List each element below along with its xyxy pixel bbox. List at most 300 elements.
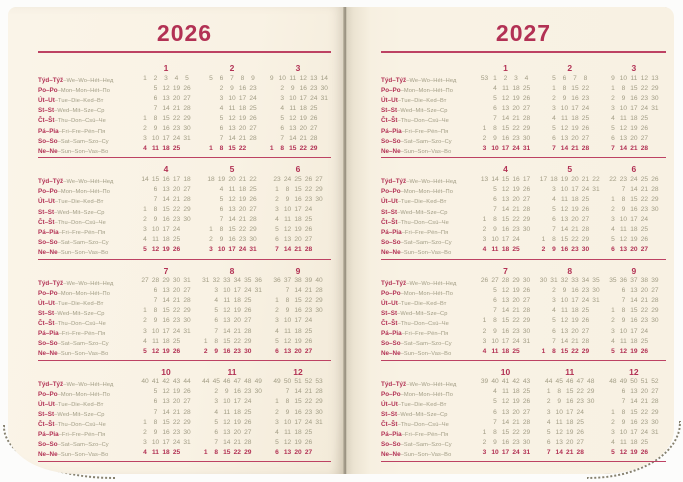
day-number: 19 (512, 398, 520, 406)
day-number (272, 287, 283, 294)
week-number: 28 (501, 277, 510, 285)
month-cell (538, 63, 602, 73)
month-cell (133, 367, 199, 377)
calendar-row-ne (38, 144, 331, 154)
day-number: 30 (244, 347, 252, 355)
row-label-langs: –Fri–Fre–Pén–Пя (58, 432, 106, 439)
day-number: 17 (571, 297, 579, 305)
day-number: 12 (619, 448, 628, 456)
month-cell (199, 135, 265, 142)
row-label-langs: –Mon–Mon–Hét–По (400, 391, 453, 398)
day-number: 17 (501, 448, 510, 456)
day-number: 1 (482, 317, 487, 325)
week-number: 49 (273, 378, 281, 386)
day-number: 28 (310, 135, 318, 143)
day-number: 26 (640, 347, 649, 355)
month-cell (199, 398, 265, 405)
day-number (591, 226, 602, 233)
day-number: 22 (576, 388, 584, 396)
day-number: 12 (228, 195, 236, 203)
day-number (319, 145, 330, 152)
week-number: 42 (162, 378, 170, 386)
month-cell (538, 186, 602, 193)
day-number: 13 (501, 195, 510, 203)
day-number: 5 (214, 307, 219, 315)
day-number: 10 (223, 398, 231, 406)
day-number (201, 409, 212, 416)
day-number: 24 (581, 185, 590, 193)
month-cell (473, 367, 537, 377)
day-number (182, 246, 193, 253)
day-number: 20 (630, 246, 638, 254)
day-number: 29 (315, 398, 323, 406)
day-number: 11 (152, 448, 159, 456)
day-number: 20 (566, 438, 574, 446)
month-number: 5 (567, 164, 573, 175)
month-cell (473, 196, 537, 203)
row-label-bold: Týd–Týž (381, 279, 407, 287)
day-number: 24 (244, 398, 252, 406)
month-cell (133, 429, 199, 436)
row-label-langs: –Thu–Don–Csü–Че (54, 219, 106, 226)
month-cell (199, 246, 265, 253)
day-number: 30 (651, 94, 659, 102)
day-number: 19 (238, 114, 247, 122)
row-label-bold: Týd–Týž (38, 77, 64, 85)
day-number (253, 429, 264, 436)
month-cell (133, 176, 199, 183)
day-number: 13 (162, 287, 170, 295)
day-number: 23 (233, 347, 241, 355)
day-number: 22 (233, 337, 241, 345)
day-number (140, 297, 151, 304)
month-cell (265, 398, 331, 405)
day-number: 15 (630, 408, 638, 416)
day-number: 2 (482, 226, 487, 234)
day-number: 25 (249, 104, 257, 112)
day-number (608, 388, 619, 395)
day-number: 23 (512, 438, 520, 446)
day-number: 10 (217, 246, 226, 254)
day-number: 8 (621, 84, 626, 92)
month-cell (265, 266, 331, 276)
day-number: 26 (640, 125, 649, 133)
month-cell (199, 277, 265, 284)
day-number: 8 (153, 114, 158, 122)
day-number: 25 (512, 246, 520, 254)
day-number: 29 (315, 185, 323, 193)
row-label-langs: –Sat–Sam–Szo–Су (400, 138, 452, 145)
day-number (479, 196, 490, 203)
day-number (182, 348, 193, 355)
row-label-bold: So–So (381, 137, 401, 145)
day-number: 14 (223, 327, 231, 335)
day-number: 5 (611, 236, 615, 244)
day-number: 17 (294, 206, 302, 214)
day-number (253, 449, 264, 456)
quarter-block (381, 158, 666, 259)
day-number: 24 (310, 94, 318, 102)
day-number: 18 (162, 337, 170, 345)
month-cell (265, 115, 331, 122)
row-label-langs: –We–Wo–Hét–Нед (63, 280, 114, 287)
row-label-bold: Čt–Št (38, 319, 55, 327)
week-number: 52 (651, 378, 659, 386)
day-number: 2 (546, 398, 551, 406)
day-number: 22 (640, 307, 649, 315)
month-cell (133, 115, 199, 122)
day-number: 4 (143, 337, 147, 345)
day-number: 3 (611, 216, 615, 224)
day-number: 24 (304, 418, 313, 426)
day-number: 14 (555, 448, 563, 456)
day-number: 6 (214, 317, 219, 325)
month-cell (133, 186, 199, 193)
day-number: 8 (280, 145, 285, 153)
day-number: 27 (304, 236, 313, 244)
week-number: 14 (141, 175, 149, 183)
row-label-langs: –Wed–Mit–Sze–Ср (54, 310, 105, 317)
day-number: 5 (493, 398, 497, 406)
day-number (253, 439, 264, 446)
month-cell (133, 328, 199, 335)
row-label-bold: Út–Ut (381, 400, 398, 408)
row-label-langs: –Tue–Die–Ked–Вт (54, 300, 104, 307)
day-number: 13 (560, 216, 569, 224)
month-cell (538, 216, 602, 223)
row-label-bold: Čt–Št (38, 117, 55, 125)
day-number: 21 (571, 145, 579, 153)
day-number: 3 (143, 226, 147, 234)
day-number (272, 388, 283, 395)
day-number: 26 (576, 428, 584, 436)
row-label-langs: –Thu–Don–Csü–Че (54, 320, 106, 327)
day-number (314, 246, 325, 253)
day-number: 3 (143, 135, 147, 143)
day-number: 6 (153, 398, 158, 406)
day-number (591, 317, 602, 324)
day-number: 7 (214, 438, 219, 446)
month-cell (199, 378, 265, 385)
day-number: 14 (560, 226, 569, 234)
day-number: 7 (493, 206, 497, 214)
month-cell (265, 63, 331, 73)
week-number: 29 (512, 277, 520, 285)
row-label-bold: Po–Po (38, 87, 58, 95)
month-cell (133, 439, 199, 446)
month-cell (538, 266, 602, 276)
day-number: 30 (183, 428, 191, 436)
row-label-bold: Týd–Týž (38, 178, 64, 186)
day-number: 18 (630, 337, 638, 345)
row-label-bold: Týd–Týž (38, 380, 64, 388)
day-number (253, 317, 264, 324)
day-number: 16 (294, 408, 302, 416)
day-number: 24 (640, 428, 649, 436)
week-number: 35 (609, 277, 617, 285)
day-number: 27 (522, 297, 531, 305)
month-cell (199, 429, 265, 436)
day-number: 17 (571, 104, 579, 112)
day-number: 19 (294, 337, 302, 345)
month-cell (602, 317, 666, 324)
month-cell (133, 206, 199, 213)
day-number: 8 (153, 418, 158, 426)
day-number: 19 (162, 347, 170, 355)
day-number: 10 (491, 145, 499, 153)
day-number: 22 (640, 84, 649, 92)
day-number: 16 (630, 418, 638, 426)
day-number (591, 328, 602, 335)
month-cell (538, 75, 602, 82)
day-number: 11 (619, 226, 627, 234)
month-cell (265, 105, 331, 112)
row-label (381, 342, 473, 360)
month-cell (473, 409, 537, 416)
day-number (650, 135, 661, 142)
day-number: 23 (172, 125, 181, 133)
month-cell (473, 378, 537, 385)
row-label-langs: –We–Wo–Hét–Нед (63, 78, 114, 85)
week-number: 37 (630, 277, 638, 285)
day-number: 1 (203, 337, 208, 345)
row-label-langs: –Sat–Sam–Szo–Су (57, 239, 109, 246)
day-number: 24 (172, 226, 181, 234)
row-label-langs: –Wed–Mit–Sze–Ср (397, 108, 448, 115)
week-number: 49 (619, 378, 628, 386)
month-cell (602, 63, 666, 73)
day-number: 21 (294, 246, 302, 254)
day-number: 30 (522, 135, 531, 143)
day-number: 31 (522, 448, 531, 456)
day-number (538, 307, 549, 314)
day-number: 24 (512, 337, 520, 345)
day-number: 13 (619, 135, 628, 143)
row-label-bold: Týd–Týž (38, 279, 64, 287)
quarter-block (38, 361, 331, 462)
day-number: 17 (630, 428, 638, 436)
calendar-row-ne (381, 144, 666, 154)
day-number: 1 (611, 408, 615, 416)
day-number: 24 (512, 448, 520, 456)
day-number: 7 (493, 307, 497, 315)
calendar-grid-left (38, 57, 331, 462)
day-number: 13 (223, 428, 231, 436)
day-number: 21 (512, 114, 520, 122)
row-label-bold: St–St (381, 208, 398, 216)
calendar-grid-right (381, 57, 666, 462)
day-number: 9 (285, 195, 290, 203)
day-number: 16 (162, 216, 170, 224)
day-number: 8 (219, 226, 224, 234)
month-cell (602, 266, 666, 276)
day-number: 20 (571, 327, 579, 335)
day-number: 22 (238, 226, 247, 234)
row-label-langs: –Mon–Mon–Hét–По (57, 189, 110, 196)
day-number: 2 (482, 438, 487, 446)
day-number: 20 (512, 297, 520, 305)
month-cell (538, 145, 602, 152)
day-number: 28 (315, 287, 323, 295)
day-number: 10 (151, 226, 160, 234)
month-cell (265, 307, 331, 314)
day-number: 5 (214, 418, 219, 426)
week-number: 6 (219, 74, 224, 82)
day-number: 18 (630, 438, 638, 446)
month-cell (473, 338, 537, 345)
day-number: 29 (522, 216, 531, 224)
day-number: 1 (611, 195, 615, 203)
row-label-bold: So–So (38, 441, 58, 449)
month-cell (199, 145, 265, 152)
day-number: 4 (219, 185, 224, 193)
day-number: 18 (566, 418, 574, 426)
month-cell (473, 216, 537, 223)
day-number: 1 (209, 226, 213, 234)
day-number: 14 (630, 185, 638, 193)
day-number: 12 (560, 125, 569, 133)
row-label-langs: –Sat–Sam–Szo–Су (57, 341, 109, 348)
page-content-2027 (345, 7, 674, 474)
day-number: 31 (254, 287, 262, 295)
week-number: 18 (550, 175, 558, 183)
row-label-bold: So–So (381, 441, 401, 449)
week-number: 27 (315, 175, 323, 183)
month-cell (265, 95, 331, 102)
month-cell (602, 307, 666, 314)
month-cell (602, 348, 666, 355)
day-number: 8 (562, 84, 567, 92)
day-number: 24 (640, 327, 649, 335)
day-number: 18 (571, 114, 579, 122)
day-number: 8 (621, 307, 626, 315)
week-number: 30 (172, 277, 181, 285)
day-number: 27 (640, 246, 649, 254)
day-number: 28 (522, 206, 531, 214)
month-cell (473, 328, 537, 335)
day-number: 29 (522, 125, 531, 133)
day-number: 20 (571, 135, 579, 143)
month-cell (133, 105, 199, 112)
day-number: 13 (630, 388, 638, 396)
day-number: 22 (581, 84, 590, 92)
row-label-langs: –Mon–Mon–Hét–По (57, 391, 110, 398)
week-number: 37 (283, 277, 292, 285)
day-number: 7 (285, 287, 290, 295)
month-cell (133, 409, 199, 416)
day-number: 2 (143, 125, 147, 133)
day-number (314, 338, 325, 345)
row-label-langs: –Thu–Don–Csü–Че (397, 118, 449, 125)
row-label-bold: So–So (381, 238, 401, 246)
day-number (314, 317, 325, 324)
day-number: 21 (630, 145, 638, 153)
day-number: 16 (501, 226, 510, 234)
row-label-langs: –Tue–Die–Ked–Вт (54, 98, 104, 105)
row-label-langs: –Tue–Die–Ked–Вт (397, 401, 447, 408)
month-cell (265, 429, 331, 436)
week-number: 9 (269, 74, 274, 82)
month-cell (265, 196, 331, 203)
day-number: 5 (275, 438, 279, 446)
day-number: 12 (223, 418, 231, 426)
day-number: 23 (244, 388, 252, 396)
month-cell (602, 367, 666, 377)
month-cell (199, 439, 265, 446)
day-number: 1 (275, 398, 279, 406)
month-cell (199, 226, 265, 233)
row-label-bold: Týd–Týž (381, 77, 407, 85)
day-number: 29 (651, 408, 659, 416)
day-number: 28 (183, 104, 191, 112)
day-number: 4 (482, 347, 487, 355)
day-number: 28 (244, 327, 252, 335)
day-number (650, 246, 661, 253)
day-number: 5 (153, 84, 158, 92)
month-cell (199, 63, 265, 73)
day-number (140, 409, 151, 416)
day-number: 25 (244, 297, 252, 305)
day-number: 7 (552, 337, 556, 345)
day-number: 4 (611, 226, 615, 234)
day-number: 3 (552, 297, 556, 305)
week-number: 25 (294, 175, 302, 183)
day-number: 27 (183, 398, 191, 406)
row-label-langs: –Sun–Son–Vas–Во (400, 452, 452, 459)
page-content-2026 (8, 7, 345, 474)
month-cell (602, 328, 666, 335)
day-number (521, 348, 532, 355)
day-number: 26 (172, 246, 181, 254)
week-number: 14 (320, 74, 328, 82)
month-cell (602, 85, 666, 92)
day-number: 29 (183, 307, 191, 315)
day-number: 19 (630, 448, 638, 456)
day-number (314, 449, 325, 456)
week-number: 12 (640, 74, 649, 82)
day-number: 9 (621, 418, 626, 426)
day-number: 11 (491, 347, 499, 355)
day-number: 22 (172, 307, 181, 315)
row-label-langs: –Sun–Son–Vas–Во (400, 351, 452, 358)
day-number: 8 (493, 125, 497, 133)
row-label-bold: Pá–Pia (38, 330, 59, 338)
month-number: 11 (565, 366, 575, 377)
day-number: 17 (501, 236, 510, 244)
day-number: 10 (151, 327, 160, 335)
day-number (591, 196, 602, 203)
day-number: 12 (151, 246, 160, 254)
week-number: 29 (162, 277, 170, 285)
month-cell (199, 105, 265, 112)
day-number: 14 (501, 114, 510, 122)
week-number: 41 (501, 378, 510, 386)
day-number (538, 216, 549, 223)
month-cell (602, 277, 666, 284)
month-cell (133, 297, 199, 304)
day-number: 22 (512, 317, 520, 325)
week-number: 10 (278, 74, 286, 82)
month-cell (473, 388, 537, 395)
day-number: 5 (552, 206, 556, 214)
day-number: 17 (299, 94, 307, 102)
day-number: 3 (482, 236, 487, 244)
week-number: 23 (619, 175, 628, 183)
day-number: 26 (581, 125, 590, 133)
day-number: 21 (172, 408, 181, 416)
row-label-langs: –Wed–Mit–Sze–Ср (54, 412, 105, 419)
day-number: 4 (552, 195, 556, 203)
